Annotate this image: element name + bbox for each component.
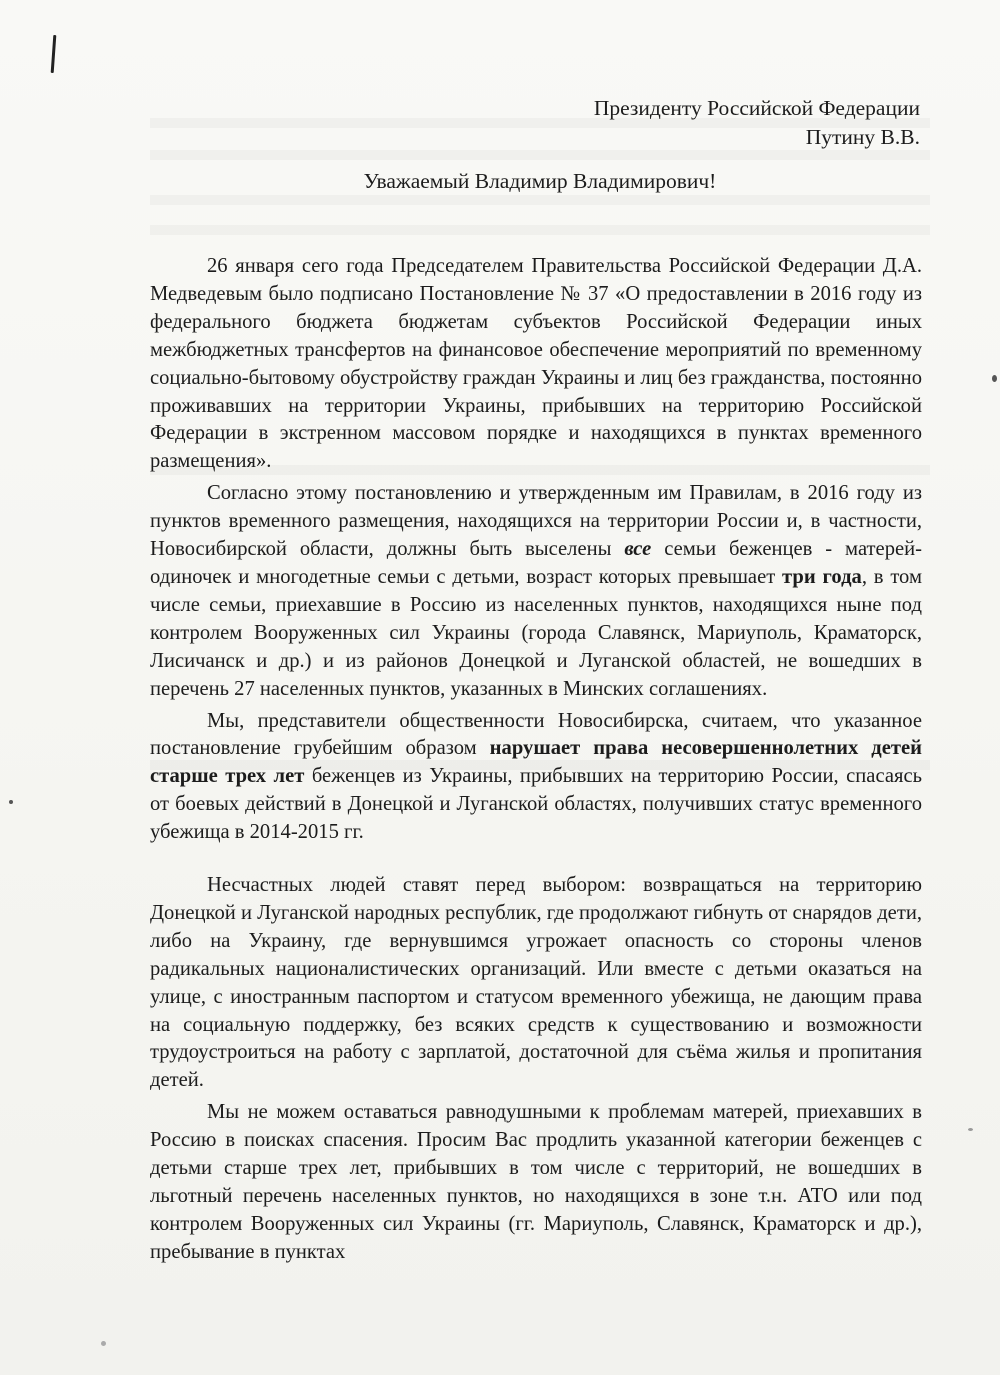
paragraph-3: [150, 708, 922, 848]
text-run: семьи беженцев - матерей-одиночек и многодетные семьи с детьми, возраст которых превышает: [150, 538, 923, 588]
text-run: , в том числе семьи, приехавшие в Россию из населенных пунктов, находящихся ныне под контролем Вооруженных сил Украины (города Славянск, Мариуполь, Краматорск, Лисичанск и др.) и из районов Донецкой и Луганской областей, не вошедших в перечень 27 населенных пунктов, указанных в Минских соглашениях.: [150, 565, 922, 700]
pen-mark: [51, 35, 57, 73]
scan-speck: [968, 1128, 973, 1131]
bleed-through: [150, 195, 930, 205]
paragraph-2: [150, 480, 922, 703]
scan-speck: [992, 375, 997, 382]
paragraph-5: Мы не можем оставаться равнодушными к проблемам матерей, приехавших в Россию в поисках спасения. Просим Вас продлить указанной категории беженцев с детьми старше трех лет, прибывших в том числе с территорий, не вошедших в льготный перечень населенных пунктов, но находящихся в зоне т.н. АТО или под контролем Вооруженных сил Украины (гг. Мариуполь, Славянск, Краматорск и др.), пребывание в пунктах: [150, 1101, 922, 1263]
addressee-title: Президенту Российской Федерации: [593, 96, 920, 120]
paragraph-1: 26 января сего года Председателем Правительства Российской Федерации Д.А. Медведевым было подписано Постановление № 37 «О предоставлении в 2016 году из федерального бюджета бюджетам субъектов Российской Федерации иных межбюджетных трансфертов на финансовое обеспечение мероприятий по временному социально-бытовому обустройству граждан Украины и лиц без гражданства, постоянно проживавших на территории Украины, прибывших на территорию Российской Федерации в экстренном массовом порядке и находящихся в пунктах временного размещения».: [150, 255, 922, 473]
addressee-name: Путину В.В.: [805, 125, 920, 149]
text-run: Согласно этому постановлению и утвержденным им Правилам, в 2016 году из пунктов временного размещения, находящихся на территории России и, в частности, Новосибирской области, должны быть выселены: [150, 482, 922, 561]
letter-body: [150, 253, 922, 1267]
text-run: Мы, представители общественности Новосибирска, считаем, что указанное постановление грубейшим образом: [150, 709, 922, 760]
addressee-block: [594, 94, 920, 152]
emphasis-all: все: [624, 538, 652, 561]
emphasis-three-years: три года: [782, 565, 862, 588]
bleed-through: [150, 225, 930, 235]
text-run: беженцев из Украины, прибывших на территорию России, спасаясь от боевых действий в Донецкой и Луганской областях, получивших статус временного убежища в 2014-2015 гг.: [150, 765, 922, 844]
salutation: Уважаемый Владимир Владимирович!: [363, 169, 717, 193]
emphasis-rights-violation: нарушает права несовершеннолетних детей старше трех лет: [150, 737, 922, 788]
paragraph-4: Несчастных людей ставят перед выбором: возвращаться на территорию Донецкой и Луганской народных республик, где продолжают гибнуть от снарядов дети, либо на Украину, где вернувшимся угрожает опасность со стороны членов радикальных националистических организаций. Или вместе с детьми оказаться на улице, с иностранным паспортом и статусом временного убежища, не дающим права на социальную поддержку, без всяких средств к существованию и возможности трудоустроиться на работу с зарплатой, достаточной для съёма жилья и пропитания детей.: [150, 874, 922, 1092]
scan-speck: [9, 800, 13, 804]
scan-speck: [101, 1341, 106, 1346]
